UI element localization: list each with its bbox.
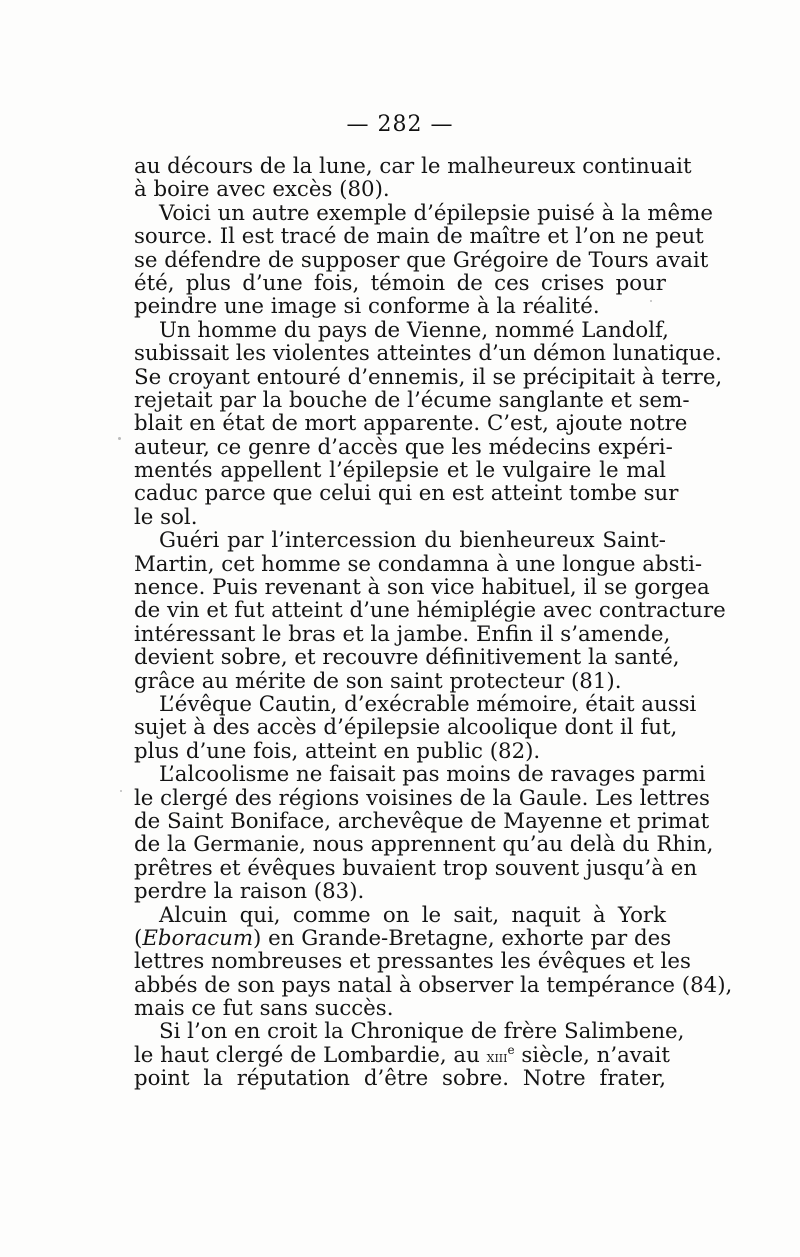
century-numeral: xiii — [486, 1047, 508, 1066]
text-line: sujet à des accès d’épilepsie alcoolique dont il fut, — [134, 715, 678, 741]
text-line: rejetait par la bouche de l’écume sanglante et sem- — [134, 387, 690, 413]
text-segment: le haut clergé de Lombardie, au — [134, 1042, 487, 1068]
text-line: à boire avec excès (80). — [134, 177, 390, 203]
text-line: de Saint Boniface, archevêque de Mayenne et primat — [134, 808, 710, 834]
text-line: Guéri par l’intercession du bienheureux Saint- — [159, 528, 666, 554]
text-line: Voici un autre exemple d’épilepsie puisé à la même — [159, 200, 713, 226]
text-line: prêtres et évêques buvaient trop souvent jusqu’à en — [134, 855, 698, 881]
text-line: peindre une image si conforme à la réalité. — [134, 294, 600, 320]
text-line: nence. Puis revenant à son vice habituel, il se gorgea — [134, 575, 710, 601]
page-number: — 282 — — [346, 112, 454, 137]
scan-speck — [118, 437, 121, 440]
text-line: lettres nombreuses et pressantes les évêques et les — [134, 949, 691, 975]
text-line: perdre la raison (83). — [134, 879, 365, 905]
text-line: grâce au mérite de son saint protecteur (81). — [134, 668, 622, 694]
scan-speck — [650, 300, 652, 302]
text-line: caduc parce que celui qui en est atteint tombe sur — [134, 481, 679, 507]
italic-word: Eboracum — [142, 925, 254, 951]
text-line: devient sobre, et recouvre définitivement la santé, — [134, 645, 680, 671]
text-line: blait en état de mort apparente. C’est, ajoute notre — [134, 411, 688, 437]
text-line: se défendre de supposer que Grégoire de Tours avait — [134, 247, 709, 273]
text-line: mais ce fut sans succès. — [134, 996, 394, 1022]
text-line: intéressant le bras et la jambe. Enfin il s’amende, — [134, 621, 671, 647]
body-text — [134, 154, 733, 1092]
text-line: le sol. — [134, 504, 198, 530]
text-line — [134, 1042, 670, 1068]
text-line: auteur, ce genre d’accès que les médecins expéri- — [134, 434, 673, 460]
text-line: L’évêque Cautin, d’exécrable mémoire, était aussi — [159, 691, 697, 717]
text-line: Un homme du pays de Vienne, nommé Landolf, — [159, 317, 669, 343]
text-segment: ) en Grande-Bretagne, exhorte par des — [253, 925, 672, 951]
scan-speck — [120, 790, 122, 792]
superscript: e — [507, 1042, 515, 1057]
text-line: de la Germanie, nous apprennent qu’au delà du Rhin, — [134, 832, 714, 858]
text-line: mentés appellent l’épilepsie et le vulgaire le mal — [134, 458, 666, 484]
text-line: subissait les violentes atteintes d’un démon lunatique. — [134, 341, 722, 367]
text-line: Martin, cet homme se condamna à une longue absti- — [134, 551, 703, 577]
text-line: de vin et fut atteint d’une hémiplégie avec contracture — [134, 598, 726, 624]
text-line: au décours de la lune, car le malheureux continuait — [134, 154, 692, 179]
text-segment: ( — [134, 925, 143, 951]
text-line: Se croyant entouré d’ennemis, il se précipitait à terre, — [134, 364, 723, 390]
text-segment: siècle, n’avait — [514, 1042, 670, 1068]
text-line: Alcuin qui, comme on le sait, naquit à York — [159, 902, 666, 928]
text-line: source. Il est tracé de main de maître et l’on ne peut — [134, 224, 704, 250]
text-line: plus d’une fois, atteint en public (82). — [134, 738, 541, 764]
text-line: le clergé des régions voisines de la Gaule. Les lettres — [134, 785, 710, 811]
text-line: L’alcoolisme ne faisait pas moins de ravages parmi — [159, 762, 706, 788]
text-line — [134, 925, 672, 951]
text-line: été, plus d’une fois, témoin de ces crises pour — [134, 270, 666, 296]
text-line: abbés de son pays natal à observer la tempérance (84), — [134, 972, 733, 998]
text-line: point la réputation d’être sobre. Notre frater, — [134, 1066, 666, 1092]
text-line: Si l’on en croit la Chronique de frère Salimbene, — [159, 1019, 685, 1045]
